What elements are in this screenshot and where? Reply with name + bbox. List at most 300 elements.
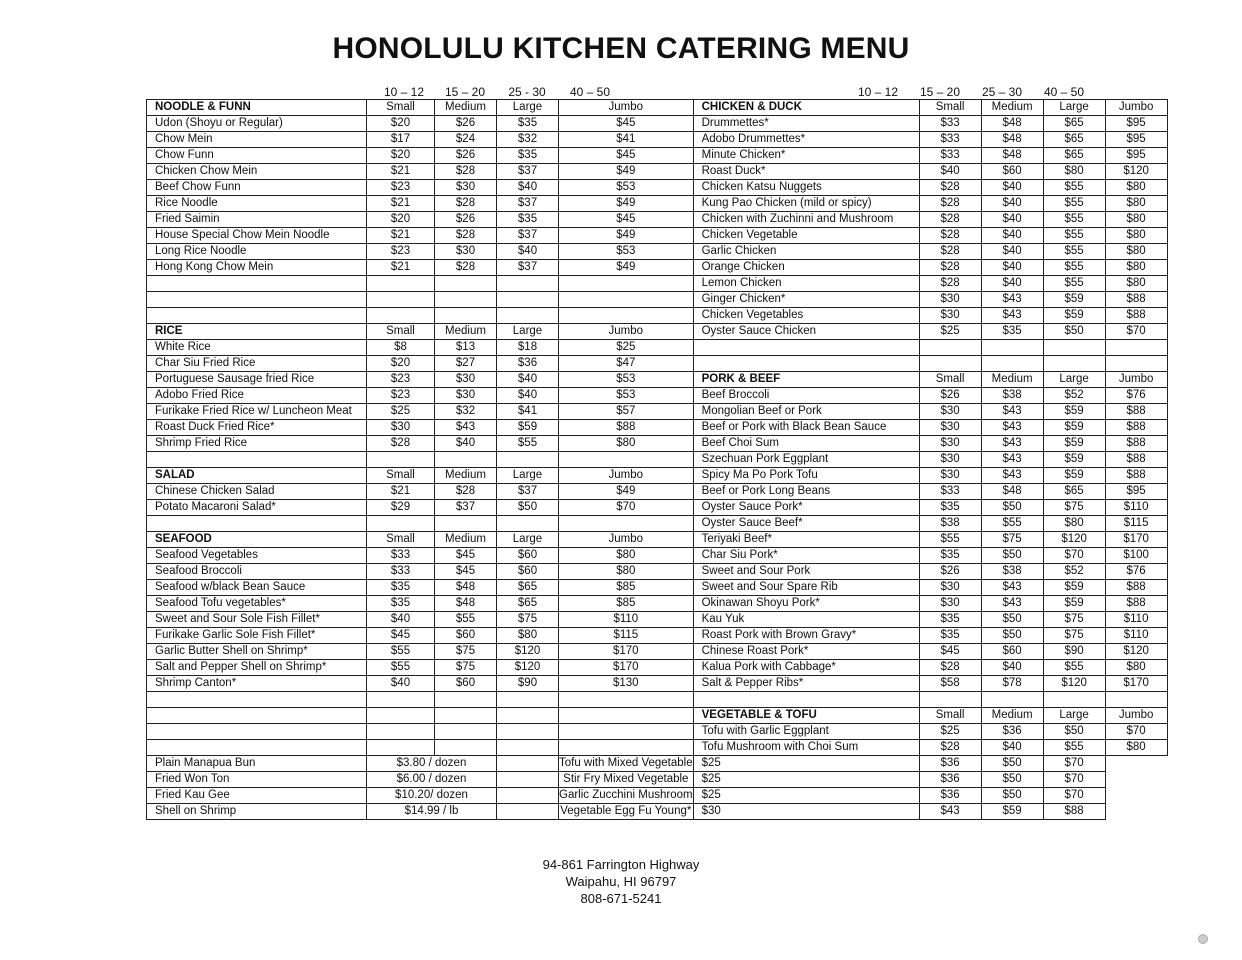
- price-cell: $20: [367, 356, 435, 372]
- price-cell: $80: [1105, 212, 1167, 228]
- dish-name: Fried Kau Gee: [147, 788, 367, 804]
- price-cell: $70: [1043, 756, 1105, 772]
- menu-row: [147, 580, 1168, 596]
- price-cell: $55: [1043, 740, 1105, 756]
- menu-row: [147, 244, 1168, 260]
- dish-name: White Rice: [147, 340, 367, 356]
- price-cell: $29: [367, 500, 435, 516]
- price-cell: [981, 340, 1043, 356]
- size-header: 25 – 30: [981, 85, 1023, 99]
- price-cell: $43: [981, 404, 1043, 420]
- price-cell: $80: [1105, 196, 1167, 212]
- dish-name: Beef Chow Funn: [147, 180, 367, 196]
- dish-name: Garlic Chicken: [693, 244, 919, 260]
- price-cell: $75: [1043, 612, 1105, 628]
- dish-name: Beef or Pork with Black Bean Sauce: [693, 420, 919, 436]
- price-cell: $55: [919, 532, 981, 548]
- dish-name: Kung Pao Chicken (mild or spicy): [693, 196, 919, 212]
- price-cell: $28: [919, 180, 981, 196]
- price-cell: $40: [497, 372, 559, 388]
- price-cell: $48: [435, 596, 497, 612]
- price-cell: $59: [1043, 580, 1105, 596]
- price-cell: $60: [981, 644, 1043, 660]
- dish-name: Fried Saimin: [147, 212, 367, 228]
- price-cell: [559, 452, 694, 468]
- menu-row: [147, 148, 1168, 164]
- dish-name: Portuguese Sausage fried Rice: [147, 372, 367, 388]
- category-heading: PORK & BEEF: [693, 372, 919, 388]
- dish-name: Sweet and Sour Sole Fish Fillet*: [147, 612, 367, 628]
- price-cell: $65: [1043, 484, 1105, 500]
- price-cell: [981, 356, 1043, 372]
- price-cell: $55: [981, 516, 1043, 532]
- price-cell: [367, 276, 435, 292]
- price-cell: $32: [435, 404, 497, 420]
- dish-name: Roast Pork with Brown Gravy*: [693, 628, 919, 644]
- price-cell: $37: [497, 196, 559, 212]
- price-cell: $80: [1105, 244, 1167, 260]
- price-cell: [1105, 340, 1167, 356]
- price-cell: $35: [367, 580, 435, 596]
- price-cell: $60: [981, 164, 1043, 180]
- dish-name: [147, 740, 367, 756]
- price-cell: $21: [367, 164, 435, 180]
- menu-row: [147, 628, 1168, 644]
- price-cell: $36: [497, 356, 559, 372]
- menu-row: [147, 404, 1168, 420]
- price-cell: $59: [1043, 468, 1105, 484]
- price-cell: Large: [497, 532, 559, 548]
- price-cell: $30: [919, 580, 981, 596]
- price-cell: $80: [559, 436, 694, 452]
- price-cell: $40: [981, 276, 1043, 292]
- price-cell: Garlic Zucchini Mushroom: [559, 788, 694, 804]
- dish-name: Seafood Tofu vegetables*: [147, 596, 367, 612]
- price-cell: $35: [497, 148, 559, 164]
- price-cell: $59: [1043, 292, 1105, 308]
- price-cell: $170: [559, 660, 694, 676]
- dish-name: $25: [693, 788, 919, 804]
- price-cell: $80: [1043, 516, 1105, 532]
- price-cell: $35: [919, 628, 981, 644]
- price-cell: $80: [559, 564, 694, 580]
- price-cell: $38: [919, 516, 981, 532]
- dish-name: Chow Funn: [147, 148, 367, 164]
- price-cell: [1105, 356, 1167, 372]
- category-heading: VEGETABLE & TOFU: [693, 708, 919, 724]
- price-cell: $170: [1105, 532, 1167, 548]
- price-cell: $30: [919, 452, 981, 468]
- dish-name: Lemon Chicken: [693, 276, 919, 292]
- price-cell: $28: [919, 212, 981, 228]
- price-cell: [435, 740, 497, 756]
- price-cell: $88: [1105, 292, 1167, 308]
- price-cell: $95: [1105, 132, 1167, 148]
- price-cell: $40: [497, 180, 559, 196]
- menu-row: [147, 692, 1168, 708]
- price-cell: Jumbo: [559, 532, 694, 548]
- price-cell: $88: [1105, 420, 1167, 436]
- price-cell: $60: [497, 564, 559, 580]
- price-cell: $90: [497, 676, 559, 692]
- menu-row: [147, 372, 1168, 388]
- dish-name: Shrimp Fried Rice: [147, 436, 367, 452]
- price-cell: $49: [559, 484, 694, 500]
- menu-row: [147, 196, 1168, 212]
- price-cell: $26: [435, 148, 497, 164]
- price-cell: $40: [981, 244, 1043, 260]
- dish-name: Chicken Vegetables: [693, 308, 919, 324]
- dish-name: Salt and Pepper Shell on Shrimp*: [147, 660, 367, 676]
- price-cell: [435, 308, 497, 324]
- price-cell: $53: [559, 388, 694, 404]
- price-cell: [497, 804, 559, 820]
- price-cell: [497, 788, 559, 804]
- price-cell: $76: [1105, 564, 1167, 580]
- price-cell: Medium: [435, 532, 497, 548]
- dish-name: [147, 708, 367, 724]
- price-cell: $100: [1105, 548, 1167, 564]
- dish-name: Chinese Roast Pork*: [693, 644, 919, 660]
- page-title: HONOLULU KITCHEN CATERING MENU: [332, 32, 910, 65]
- size-header: 40 – 50: [569, 85, 611, 99]
- price-cell: $55: [1043, 660, 1105, 676]
- price-cell: $70: [559, 500, 694, 516]
- price-cell: $40: [435, 436, 497, 452]
- dish-name: Chicken with Zuchinni and Mushroom: [693, 212, 919, 228]
- price-cell: $33: [919, 148, 981, 164]
- price-cell: $30: [367, 420, 435, 436]
- dish-name: Drummettes*: [693, 116, 919, 132]
- dish-name: Rice Noodle: [147, 196, 367, 212]
- price-cell: $65: [497, 580, 559, 596]
- price-cell: $78: [981, 676, 1043, 692]
- price-cell: $45: [559, 212, 694, 228]
- price-cell: $40: [981, 196, 1043, 212]
- price-cell: $59: [1043, 308, 1105, 324]
- price-cell: Medium: [981, 372, 1043, 388]
- dish-name: $25: [693, 756, 919, 772]
- dish-name: Seafood Broccoli: [147, 564, 367, 580]
- dish-name: Furikake Garlic Sole Fish Fillet*: [147, 628, 367, 644]
- dish-name: Sweet and Sour Pork: [693, 564, 919, 580]
- category-heading: SEAFOOD: [147, 532, 367, 548]
- price-cell: $43: [435, 420, 497, 436]
- price-cell: $55: [367, 644, 435, 660]
- price-cell: $18: [497, 340, 559, 356]
- price-cell: [497, 516, 559, 532]
- dish-name: Seafood Vegetables: [147, 548, 367, 564]
- price-cell: $28: [367, 436, 435, 452]
- dish-name: Minute Chicken*: [693, 148, 919, 164]
- price-cell: $20: [367, 148, 435, 164]
- menu-row: [147, 164, 1168, 180]
- price-cell: $75: [1043, 628, 1105, 644]
- price-cell: $70: [1043, 772, 1105, 788]
- price-cell: $53: [559, 372, 694, 388]
- dish-name: Adobo Drummettes*: [693, 132, 919, 148]
- menu-row: [147, 788, 1168, 804]
- dish-name: Chow Mein: [147, 132, 367, 148]
- price-cell: $55: [1043, 260, 1105, 276]
- price-cell: $26: [919, 388, 981, 404]
- price-cell: Jumbo: [559, 324, 694, 340]
- price-cell: $50: [1043, 724, 1105, 740]
- menu-row: [147, 740, 1168, 756]
- price-cell: $50: [981, 500, 1043, 516]
- price-cell: $26: [435, 116, 497, 132]
- price-cell: $55: [367, 660, 435, 676]
- price-cell: $110: [1105, 612, 1167, 628]
- price-cell: $65: [497, 596, 559, 612]
- price-cell: Tofu with Mixed Vegetable: [559, 756, 694, 772]
- price-cell: [559, 740, 694, 756]
- price-cell: $65: [1043, 116, 1105, 132]
- price-cell: Large: [1043, 100, 1105, 116]
- size-header: 15 – 20: [919, 85, 961, 99]
- price-cell: [435, 292, 497, 308]
- price-cell: $36: [919, 756, 981, 772]
- price-cell: $28: [919, 740, 981, 756]
- dish-name: Roast Duck*: [693, 164, 919, 180]
- dish-name: Sweet and Sour Spare Rib: [693, 580, 919, 596]
- price-cell: Medium: [435, 468, 497, 484]
- price-cell: [367, 292, 435, 308]
- menu-row: [147, 100, 1168, 116]
- dish-name: [693, 356, 919, 372]
- dish-name: Kau Yuk: [693, 612, 919, 628]
- dish-name: Potato Macaroni Salad*: [147, 500, 367, 516]
- menu-row: [147, 548, 1168, 564]
- price-cell: $35: [497, 212, 559, 228]
- price-cell: $52: [1043, 388, 1105, 404]
- price-cell: $20: [367, 212, 435, 228]
- price-cell: $45: [919, 644, 981, 660]
- price-cell: $50: [981, 628, 1043, 644]
- price-cell: Small: [367, 100, 435, 116]
- price-cell: $110: [559, 612, 694, 628]
- price-cell: $28: [435, 196, 497, 212]
- price-cell: $37: [497, 260, 559, 276]
- size-header: 10 – 12: [383, 85, 425, 99]
- price-cell: $80: [1105, 180, 1167, 196]
- price-cell: $120: [1043, 532, 1105, 548]
- dish-name: Roast Duck Fried Rice*: [147, 420, 367, 436]
- price-cell: $49: [559, 196, 694, 212]
- price-cell: $88: [1105, 580, 1167, 596]
- price-cell: $75: [435, 644, 497, 660]
- price-cell: $28: [435, 164, 497, 180]
- price-cell: $33: [367, 548, 435, 564]
- price-cell: $36: [981, 724, 1043, 740]
- price-cell: $28: [919, 660, 981, 676]
- price-cell: [497, 692, 559, 708]
- price-cell: $80: [1105, 260, 1167, 276]
- price-cell: [497, 708, 559, 724]
- price-cell: $50: [981, 612, 1043, 628]
- price-cell: $33: [919, 132, 981, 148]
- price-cell: [367, 692, 435, 708]
- price-cell: [919, 340, 981, 356]
- price-cell: $49: [559, 228, 694, 244]
- dish-name: Long Rice Noodle: [147, 244, 367, 260]
- price-cell: $43: [981, 292, 1043, 308]
- price-cell: $40: [981, 212, 1043, 228]
- price-cell: [435, 692, 497, 708]
- price-cell: Jumbo: [559, 100, 694, 116]
- price-cell: $60: [435, 676, 497, 692]
- price-cell: $36: [919, 788, 981, 804]
- price-cell: $30: [919, 436, 981, 452]
- price-cell: $76: [1105, 388, 1167, 404]
- price-cell: $30: [919, 292, 981, 308]
- price-cell: Medium: [981, 708, 1043, 724]
- price-cell: $28: [435, 228, 497, 244]
- price-cell: $23: [367, 372, 435, 388]
- price-cell: $95: [1105, 484, 1167, 500]
- price-cell: $70: [1043, 788, 1105, 804]
- dish-name: [147, 724, 367, 740]
- price-cell: $40: [497, 388, 559, 404]
- menu-row: [147, 292, 1168, 308]
- price-cell: $59: [981, 804, 1043, 820]
- dish-name: Shell on Shrimp: [147, 804, 367, 820]
- price-cell: $20: [367, 116, 435, 132]
- price-cell: $59: [1043, 436, 1105, 452]
- menu-row: [147, 708, 1168, 724]
- menu-row: [147, 644, 1168, 660]
- dish-name: Oyster Sauce Beef*: [693, 516, 919, 532]
- price-cell: $25: [919, 724, 981, 740]
- dish-name: Orange Chicken: [693, 260, 919, 276]
- price-cell: $45: [367, 628, 435, 644]
- menu-row: [147, 356, 1168, 372]
- dish-name: Beef or Pork Long Beans: [693, 484, 919, 500]
- price-cell: $57: [559, 404, 694, 420]
- price-cell: [497, 724, 559, 740]
- price-cell: $23: [367, 180, 435, 196]
- price-cell: $17: [367, 132, 435, 148]
- price-cell: [559, 724, 694, 740]
- price-cell: $55: [497, 436, 559, 452]
- menu-row: [147, 452, 1168, 468]
- price-cell: $30: [435, 388, 497, 404]
- dish-name: Seafood w/black Bean Sauce: [147, 580, 367, 596]
- menu-row: [147, 308, 1168, 324]
- price-cell: $88: [1105, 308, 1167, 324]
- price-cell: $75: [497, 612, 559, 628]
- price-cell: $27: [435, 356, 497, 372]
- price-cell: $65: [1043, 148, 1105, 164]
- menu-row: [147, 388, 1168, 404]
- price-cell: $50: [497, 500, 559, 516]
- dish-name: Kalua Pork with Cabbage*: [693, 660, 919, 676]
- price-cell: $60: [435, 628, 497, 644]
- price-cell: Small: [367, 468, 435, 484]
- price-cell: $40: [919, 164, 981, 180]
- price-cell: $37: [497, 228, 559, 244]
- menu-row: [147, 132, 1168, 148]
- price-cell: $88: [1043, 804, 1105, 820]
- dish-name: $25: [693, 772, 919, 788]
- menu-row: [147, 564, 1168, 580]
- price-cell: $43: [981, 580, 1043, 596]
- price-cell: $13: [435, 340, 497, 356]
- price-cell: $88: [1105, 436, 1167, 452]
- price-cell: $60: [497, 548, 559, 564]
- price-cell: $55: [1043, 212, 1105, 228]
- price-cell: [435, 708, 497, 724]
- price-cell: [559, 308, 694, 324]
- price-cell: $30: [435, 244, 497, 260]
- dish-name: Char Siu Pork*: [693, 548, 919, 564]
- price-cell: $21: [367, 228, 435, 244]
- size-header: 25 - 30: [508, 85, 546, 99]
- menu-row: [147, 228, 1168, 244]
- price-cell: [367, 708, 435, 724]
- catering-menu-table: [146, 99, 1168, 820]
- price-cell: $38: [981, 388, 1043, 404]
- price-cell: $30: [919, 404, 981, 420]
- price-cell: $41: [559, 132, 694, 148]
- price-cell: $21: [367, 260, 435, 276]
- menu-row: [147, 420, 1168, 436]
- dish-name: Hong Kong Chow Mein: [147, 260, 367, 276]
- phone-number: 808-671-5241: [580, 891, 662, 906]
- price-cell: $90: [1043, 644, 1105, 660]
- dish-name: [147, 692, 367, 708]
- price-cell: $115: [1105, 516, 1167, 532]
- price-cell: [497, 772, 559, 788]
- price-cell: $59: [497, 420, 559, 436]
- price-cell: $120: [1043, 676, 1105, 692]
- dish-name: Szechuan Pork Eggplant: [693, 452, 919, 468]
- price-cell: $110: [1105, 500, 1167, 516]
- price-cell: $130: [559, 676, 694, 692]
- dish-name: Teriyaki Beef*: [693, 532, 919, 548]
- price-cell: $48: [981, 116, 1043, 132]
- menu-row: [147, 596, 1168, 612]
- price-cell: [367, 740, 435, 756]
- price-cell: $28: [919, 260, 981, 276]
- dish-name: [147, 452, 367, 468]
- price-cell: $59: [1043, 420, 1105, 436]
- price-cell: $55: [1043, 228, 1105, 244]
- menu-row: [147, 436, 1168, 452]
- price-cell: $80: [1043, 164, 1105, 180]
- dish-name: [693, 692, 919, 708]
- price-cell: Large: [497, 100, 559, 116]
- price-cell: $85: [559, 596, 694, 612]
- price-cell: Jumbo: [1105, 372, 1167, 388]
- dish-name: Chicken Katsu Nuggets: [693, 180, 919, 196]
- price-cell: Small: [919, 708, 981, 724]
- price-cell: $55: [1043, 180, 1105, 196]
- price-cell: $55: [1043, 196, 1105, 212]
- price-cell: $30: [435, 180, 497, 196]
- price-cell: $23: [367, 244, 435, 260]
- price-cell: $170: [1105, 676, 1167, 692]
- price-cell: [497, 756, 559, 772]
- price-cell: $37: [435, 500, 497, 516]
- price-cell: $36: [919, 772, 981, 788]
- price-cell: $48: [981, 132, 1043, 148]
- price-cell: $37: [497, 484, 559, 500]
- price-cell: [559, 708, 694, 724]
- dish-name: Plain Manapua Bun: [147, 756, 367, 772]
- price-cell: $88: [559, 420, 694, 436]
- menu-row: [147, 804, 1168, 820]
